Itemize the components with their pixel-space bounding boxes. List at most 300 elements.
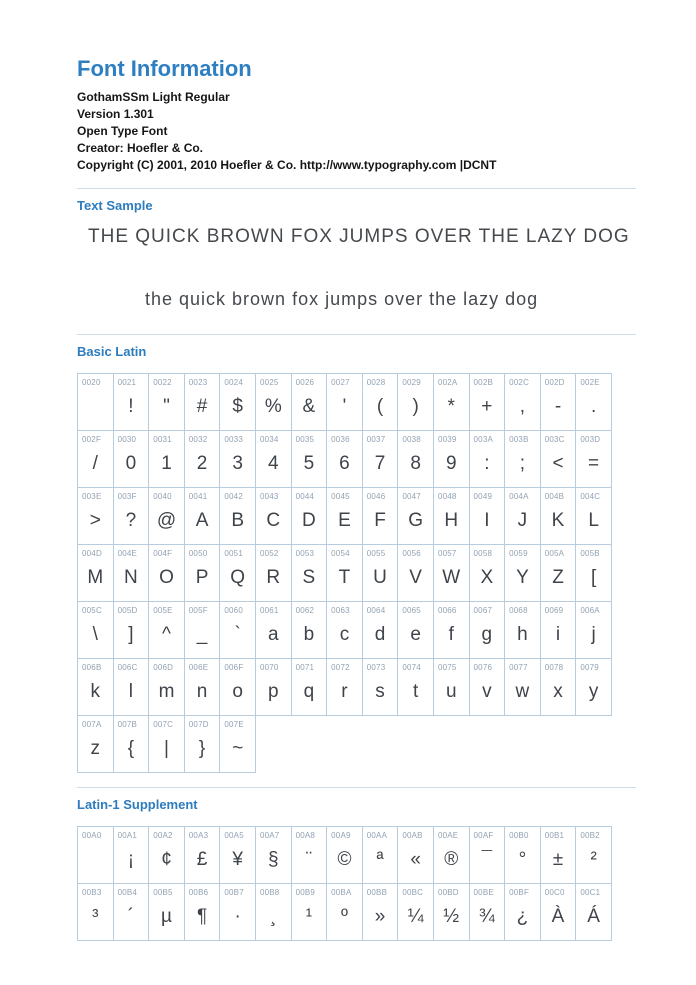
- glyph-grid: [77, 826, 636, 941]
- glyph-cell: [326, 883, 363, 941]
- glyph-cell: [397, 826, 434, 884]
- glyph-cell: [77, 658, 114, 716]
- glyph: a: [267, 623, 279, 645]
- code-label: 0035: [295, 435, 315, 444]
- font-name: GothamSSm Light Regular: [77, 90, 230, 104]
- glyph: ¾: [478, 905, 495, 927]
- page-title: Font Information: [77, 56, 252, 81]
- glyph-cell: [397, 883, 434, 941]
- code-label: 0067: [473, 606, 493, 615]
- glyph: +: [481, 395, 493, 417]
- glyph: 6: [339, 452, 350, 474]
- glyph: ©: [337, 848, 352, 870]
- code-label: 003D: [580, 435, 601, 444]
- glyph: [78, 840, 113, 883]
- code-label: 00B8: [259, 888, 280, 897]
- code-label: 004F: [153, 549, 173, 558]
- glyph: \: [92, 623, 98, 645]
- code-label: 0061: [259, 606, 279, 615]
- glyph: ¿: [516, 905, 529, 927]
- code-label: 002F: [82, 435, 102, 444]
- font-details: [77, 89, 636, 174]
- code-label: 0027: [331, 378, 350, 387]
- code-label: 002A: [437, 378, 458, 387]
- glyph: I: [484, 509, 490, 531]
- glyph: 2: [196, 452, 208, 474]
- glyph-cell: [77, 826, 114, 884]
- code-label: 00A2: [153, 831, 173, 840]
- code-label: 0074: [402, 663, 421, 672]
- glyph: R: [266, 566, 281, 588]
- section-divider: [77, 188, 636, 189]
- glyph: ±: [552, 848, 564, 870]
- glyph: k: [90, 680, 101, 702]
- glyph-cell: [397, 544, 434, 602]
- code-label: 004E: [117, 549, 138, 558]
- code-label: 003C: [544, 435, 565, 444]
- code-label: 0047: [402, 492, 421, 501]
- glyph-cell: [575, 826, 612, 884]
- glyph: &: [302, 395, 316, 417]
- glyph: |: [164, 737, 169, 759]
- glyph: z: [90, 737, 101, 759]
- glyph-cell: [184, 544, 221, 602]
- code-label: 00A0: [82, 831, 102, 840]
- glyph-cell: [77, 430, 114, 488]
- glyph-grid-row: [77, 658, 636, 716]
- code-label: 005D: [117, 606, 138, 615]
- glyph: u: [445, 680, 457, 702]
- glyph-cell: [362, 883, 399, 941]
- glyph: 0: [125, 452, 137, 474]
- glyph: 5: [303, 452, 315, 474]
- code-label: 00BD: [437, 888, 459, 897]
- glyph: ]: [128, 623, 134, 645]
- code-label: 00AA: [366, 831, 388, 840]
- glyph: %: [264, 395, 282, 417]
- code-label: 0064: [366, 606, 386, 615]
- code-label: 00A8: [295, 831, 316, 840]
- glyph-cell: [469, 658, 506, 716]
- glyph: ª: [376, 848, 384, 870]
- code-label: 0072: [331, 663, 350, 672]
- glyph: =: [588, 452, 600, 474]
- glyph-cell: [540, 883, 577, 941]
- code-label: 0060: [224, 606, 243, 615]
- glyph: !: [128, 395, 134, 417]
- glyph: 4: [267, 452, 279, 474]
- glyph: n: [196, 680, 208, 702]
- code-label: 00A5: [224, 831, 244, 840]
- glyph-grid-row: [77, 601, 636, 659]
- text-sample-section: [77, 198, 636, 310]
- code-label: 00C0: [544, 888, 565, 897]
- glyph: F: [374, 509, 386, 531]
- glyph: l: [128, 680, 133, 702]
- glyph-cell: [291, 883, 328, 941]
- section-heading-0: Basic Latin: [77, 344, 147, 359]
- glyph: J: [517, 509, 528, 531]
- code-label: 007C: [153, 720, 174, 729]
- glyph-cell: [255, 544, 292, 602]
- glyph-cell: [148, 826, 185, 884]
- glyph-cell: [504, 430, 541, 488]
- glyph-cell: [219, 715, 256, 773]
- glyph-cell: [219, 601, 256, 659]
- code-label: 00BC: [402, 888, 424, 897]
- glyph-cell: [362, 373, 399, 431]
- code-label: 0031: [153, 435, 172, 444]
- glyph: ): [412, 395, 419, 417]
- glyph-cell: [469, 373, 506, 431]
- code-label: 0023: [188, 378, 208, 387]
- code-label: 0020: [82, 378, 101, 387]
- code-label: 0053: [295, 549, 315, 558]
- code-label: 0040: [153, 492, 172, 501]
- glyph: A: [195, 509, 209, 531]
- glyph: ·: [234, 905, 241, 927]
- code-label: 0025: [259, 378, 279, 387]
- glyph: [: [590, 566, 597, 588]
- glyph: *: [447, 395, 455, 417]
- code-label: 0078: [544, 663, 564, 672]
- code-label: 005E: [153, 606, 173, 615]
- code-label: 00BB: [366, 888, 388, 897]
- glyph-cell: [148, 715, 185, 773]
- code-label: 0033: [224, 435, 243, 444]
- glyph: »: [374, 905, 386, 927]
- code-label: 0059: [509, 549, 528, 558]
- glyph-cell: [77, 601, 114, 659]
- code-label: 0077: [509, 663, 528, 672]
- glyph-cell: [326, 430, 363, 488]
- code-label: 0021: [117, 378, 137, 387]
- glyph: ´: [127, 905, 135, 927]
- glyph-cell: [219, 658, 256, 716]
- glyph-cell: [255, 373, 292, 431]
- glyph-cell: [540, 544, 577, 602]
- glyph: ¸: [270, 905, 277, 927]
- glyph: E: [338, 509, 351, 531]
- code-label: 007D: [188, 720, 209, 729]
- code-label: 002B: [473, 378, 494, 387]
- glyph-cell: [77, 544, 114, 602]
- code-label: 0073: [366, 663, 386, 672]
- code-label: 0034: [259, 435, 279, 444]
- code-label: 006A: [580, 606, 600, 615]
- glyph: µ: [161, 905, 172, 927]
- glyph-cell: [504, 658, 541, 716]
- glyph: ^: [162, 623, 171, 645]
- code-label: 0046: [366, 492, 386, 501]
- code-label: 0076: [473, 663, 493, 672]
- glyph-grid-row: [77, 715, 636, 773]
- glyph-cell: [77, 373, 114, 431]
- glyph-cell: [113, 658, 150, 716]
- glyph: ?: [125, 509, 137, 531]
- code-label: 0070: [259, 663, 279, 672]
- glyph-cell: [113, 487, 150, 545]
- glyph: ¨: [305, 848, 313, 870]
- glyph-cell: [148, 487, 185, 545]
- glyph-cell: [291, 658, 328, 716]
- glyph-cell: [433, 430, 470, 488]
- font-version: Version 1.301: [77, 107, 154, 121]
- glyph: ¼: [407, 905, 424, 927]
- glyph: e: [410, 623, 421, 645]
- code-label: 00A9: [331, 831, 351, 840]
- glyph-cell: [148, 883, 185, 941]
- glyph: {: [127, 737, 135, 759]
- glyph-cell: [540, 826, 577, 884]
- glyph-cell: [433, 373, 470, 431]
- code-label: 003A: [473, 435, 494, 444]
- font-creator: Creator: Hoefler & Co.: [77, 141, 204, 155]
- glyph: À: [551, 905, 565, 927]
- code-label: 0041: [188, 492, 208, 501]
- code-label: 005B: [580, 549, 600, 558]
- glyph-cell: [291, 487, 328, 545]
- code-label: 006D: [153, 663, 174, 672]
- glyph-cell: [326, 373, 363, 431]
- glyph: 9: [445, 452, 457, 474]
- glyph-cell: [255, 430, 292, 488]
- glyph-cell: [113, 883, 150, 941]
- code-label: 00C1: [580, 888, 601, 897]
- code-label: 006E: [188, 663, 209, 672]
- glyph-cell: [219, 883, 256, 941]
- glyph: O: [159, 566, 174, 588]
- code-label: 005F: [188, 606, 208, 615]
- glyph-cell: [148, 373, 185, 431]
- glyph-cell: [362, 430, 399, 488]
- code-label: 0026: [295, 378, 315, 387]
- glyph: t: [413, 680, 419, 702]
- glyph: 1: [161, 452, 172, 474]
- code-label: 003F: [117, 492, 137, 501]
- glyph: q: [303, 680, 315, 702]
- code-label: 0038: [402, 435, 421, 444]
- glyph: h: [517, 623, 528, 645]
- code-label: 00B1: [544, 831, 565, 840]
- code-label: 00B9: [295, 888, 316, 897]
- glyph: :: [484, 452, 490, 474]
- code-label: 00B0: [509, 831, 529, 840]
- glyph-cell: [362, 658, 399, 716]
- glyph-cell: [184, 715, 221, 773]
- section-heading-1: Latin-1 Supplement: [77, 797, 198, 812]
- glyph: ;: [519, 452, 526, 474]
- glyph: f: [448, 623, 454, 645]
- glyph: Y: [516, 566, 529, 588]
- glyph-cell: [575, 658, 612, 716]
- glyph: Q: [230, 566, 246, 588]
- code-label: 0032: [188, 435, 208, 444]
- code-label: 0036: [331, 435, 350, 444]
- code-label: 0057: [437, 549, 457, 558]
- glyph: ': [342, 395, 347, 417]
- glyph-cell: [504, 826, 541, 884]
- glyph: #: [196, 395, 208, 417]
- glyph-grid-row: [77, 430, 636, 488]
- glyph-cell: [148, 658, 185, 716]
- glyph-cell: [291, 601, 328, 659]
- code-label: 00BA: [331, 888, 352, 897]
- glyph: ²: [590, 848, 597, 870]
- glyph-cell: [291, 373, 328, 431]
- glyph-cell: [504, 601, 541, 659]
- glyph-cell: [113, 601, 150, 659]
- glyph-grid-row: [77, 883, 636, 941]
- glyph: <: [552, 452, 564, 474]
- code-label: 0063: [331, 606, 350, 615]
- glyph-cell: [362, 601, 399, 659]
- glyph: N: [124, 566, 138, 588]
- glyph: º: [340, 905, 348, 927]
- section-divider: [77, 334, 636, 335]
- code-label: 0029: [402, 378, 421, 387]
- code-label: 0045: [331, 492, 350, 501]
- glyph: Z: [552, 566, 564, 588]
- glyph: M: [87, 566, 104, 588]
- glyph-cell: [433, 601, 470, 659]
- glyph-cell: [219, 544, 256, 602]
- code-label: 00AE: [437, 831, 459, 840]
- code-label: 00AB: [402, 831, 423, 840]
- glyph: 8: [410, 452, 421, 474]
- glyph-cell: [326, 601, 363, 659]
- glyph: B: [231, 509, 245, 531]
- code-label: 0075: [437, 663, 457, 672]
- glyph: [78, 387, 113, 430]
- code-label: 003E: [82, 492, 102, 501]
- code-label: 002E: [580, 378, 600, 387]
- glyph-cell: [575, 883, 612, 941]
- code-label: 0079: [580, 663, 599, 672]
- glyph-cell: [326, 658, 363, 716]
- code-label: 004C: [580, 492, 601, 501]
- code-label: 0050: [188, 549, 208, 558]
- code-label: 0044: [295, 492, 315, 501]
- glyph-cell: [255, 601, 292, 659]
- glyph-cell: [540, 373, 577, 431]
- glyph: ®: [444, 848, 459, 870]
- code-label: 006B: [82, 663, 102, 672]
- glyph-cell: [113, 826, 150, 884]
- glyph-cell: [469, 544, 506, 602]
- glyph-cell: [255, 883, 292, 941]
- glyph-cell: [184, 487, 221, 545]
- glyph-cell: [148, 601, 185, 659]
- glyph-cell: [397, 373, 434, 431]
- code-label: 0055: [366, 549, 386, 558]
- glyph-cell: [113, 715, 150, 773]
- code-label: 0071: [295, 663, 315, 672]
- glyph: ½: [443, 905, 460, 927]
- font-type: Open Type Font: [77, 124, 168, 138]
- code-label: 0066: [437, 606, 457, 615]
- code-label: 00B5: [153, 888, 173, 897]
- code-label: 00A3: [188, 831, 209, 840]
- code-label: 0065: [402, 606, 421, 615]
- glyph-cell: [255, 487, 292, 545]
- glyph: H: [444, 509, 459, 531]
- glyph-cell: [219, 826, 256, 884]
- glyph-cell: [504, 883, 541, 941]
- glyph-cell: [219, 487, 256, 545]
- glyph: x: [553, 680, 563, 702]
- glyph-cell: [469, 883, 506, 941]
- glyph-grid-row: [77, 544, 636, 602]
- font-copyright: Copyright (C) 2001, 2010 Hoefler & Co. http://www.typography.com |DCNT: [77, 158, 497, 172]
- glyph: c: [339, 623, 350, 645]
- glyph: 3: [232, 452, 243, 474]
- glyph-cell: [397, 430, 434, 488]
- glyph: o: [232, 680, 243, 702]
- code-label: 00B3: [82, 888, 102, 897]
- glyph: °: [518, 848, 527, 870]
- glyph: C: [266, 509, 281, 531]
- glyph-cell: [504, 487, 541, 545]
- glyph-cell: [291, 430, 328, 488]
- code-label: 0043: [259, 492, 279, 501]
- glyph: i: [555, 623, 561, 645]
- glyph: §: [267, 848, 279, 870]
- glyph: U: [373, 566, 387, 588]
- glyph: ~: [232, 737, 244, 759]
- glyph: g: [481, 623, 493, 645]
- code-label: 0022: [153, 378, 172, 387]
- glyph: G: [408, 509, 424, 531]
- glyph: ,: [519, 395, 526, 417]
- code-label: 0068: [509, 606, 528, 615]
- glyph: W: [442, 566, 461, 588]
- glyph: ": [163, 395, 170, 417]
- glyph-cell: [291, 826, 328, 884]
- glyph-cell: [575, 601, 612, 659]
- glyph: .: [590, 395, 597, 417]
- glyph-cell: [504, 544, 541, 602]
- code-label: 00B6: [188, 888, 209, 897]
- glyph: >: [89, 509, 101, 531]
- glyph: b: [303, 623, 315, 645]
- glyph-cell: [219, 430, 256, 488]
- glyph: ¶: [196, 905, 208, 927]
- glyph-grid-row: [77, 373, 636, 431]
- glyph-cell: [184, 658, 221, 716]
- glyph: j: [591, 623, 596, 645]
- glyph-cell: [575, 544, 612, 602]
- glyph-cell: [184, 601, 221, 659]
- glyph-cell: [148, 430, 185, 488]
- glyph-cell: [469, 487, 506, 545]
- code-label: 0054: [331, 549, 350, 558]
- code-label: 00BE: [473, 888, 494, 897]
- code-label: 005C: [82, 606, 102, 615]
- glyph-cell: [540, 487, 577, 545]
- glyph-cell: [362, 487, 399, 545]
- glyph-cell: [77, 883, 114, 941]
- glyph: -: [554, 395, 562, 417]
- glyph: _: [196, 623, 208, 645]
- glyph: ³: [92, 905, 99, 927]
- glyph-grid-row: [77, 487, 636, 545]
- glyph-cell: [469, 826, 506, 884]
- glyph: d: [374, 623, 386, 645]
- code-label: 005A: [544, 549, 565, 558]
- code-label: 004D: [82, 549, 102, 558]
- sample-lowercase: the quick brown fox jumps over the lazy dog: [145, 289, 539, 309]
